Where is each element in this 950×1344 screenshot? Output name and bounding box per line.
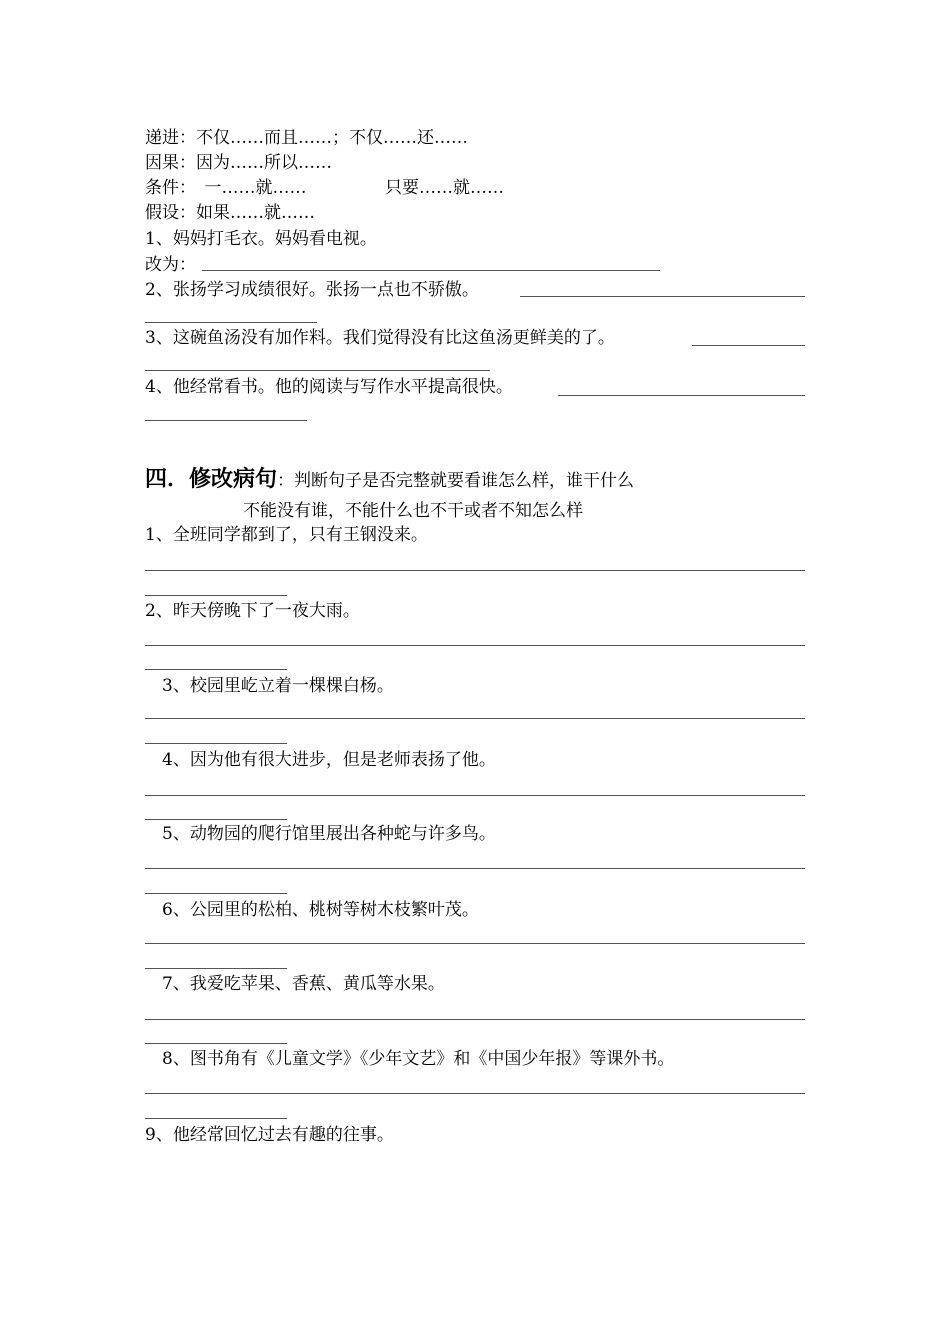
answer-line[interactable] <box>145 943 805 944</box>
sentence-item-9: 9、他经常回忆过去有趣的往事。 <box>145 1125 394 1145</box>
answer-line[interactable] <box>520 296 805 297</box>
answer-line[interactable] <box>145 743 287 744</box>
combine-question-4: 4、他经常看书。他的阅读与写作水平提高很快。 <box>145 377 513 397</box>
combine-question-1: 1、妈妈打毛衣。妈妈看电视。 <box>145 229 377 249</box>
section-title: 四．修改病句 <box>145 467 278 492</box>
conjunction-conditional-a: 条件： 一……就…… <box>145 178 307 198</box>
sentence-item-7: 7、我爱吃苹果、香蕉、黄瓜等水果。 <box>162 974 445 994</box>
section-hint-line-2: 不能没有谁，不能什么也不干或者不知怎么样 <box>243 501 583 521</box>
answer-line[interactable] <box>145 370 490 371</box>
answer-line[interactable] <box>692 345 805 346</box>
combine-question-2: 2、张扬学习成绩很好。张扬一点也不骄傲。 <box>145 280 479 300</box>
answer-line[interactable] <box>145 893 287 894</box>
answer-line[interactable] <box>145 968 287 969</box>
conjunction-conditional-b: 只要……就…… <box>385 178 504 198</box>
section-hint-line-1: ：判断句子是否完整就要看谁怎么样，谁干什么 <box>277 471 635 491</box>
conjunction-progressive: 递进：不仅……而且……；不仅……还…… <box>145 128 468 148</box>
answer-line[interactable] <box>145 645 805 646</box>
section-heading <box>145 462 634 493</box>
sentence-item-1: 1、全班同学都到了，只有王钢没来。 <box>145 525 428 545</box>
answer-line[interactable] <box>145 669 287 670</box>
sentence-item-8: 8、图书角有《儿童文学》《少年文艺》和《中国少年报》等课外书。 <box>162 1049 675 1069</box>
combine-question-3: 3、这碗鱼汤没有加作料。我们觉得没有比这鱼汤更鲜美的了。 <box>145 328 615 348</box>
answer-line[interactable] <box>145 595 287 596</box>
combine-answer-prefix: 改为： <box>145 255 196 275</box>
conjunction-hypothetical: 假设：如果……就…… <box>145 203 315 223</box>
answer-line[interactable] <box>145 1019 805 1020</box>
sentence-item-5: 5、动物园的爬行馆里展出各种蛇与许多鸟。 <box>162 824 496 844</box>
sentence-item-4: 4、因为他有很大进步，但是老师表扬了他。 <box>162 750 496 770</box>
answer-line[interactable] <box>558 395 805 396</box>
conjunction-causal: 因果：因为……所以…… <box>145 153 332 173</box>
answer-line[interactable] <box>145 1118 287 1119</box>
sentence-item-3: 3、校园里屹立着一棵棵白杨。 <box>162 676 394 696</box>
answer-line[interactable] <box>145 570 805 571</box>
answer-line[interactable] <box>145 1093 805 1094</box>
answer-line[interactable] <box>145 322 317 323</box>
sentence-item-2: 2、昨天傍晚下了一夜大雨。 <box>145 601 360 621</box>
answer-line[interactable] <box>145 420 307 421</box>
sentence-item-6: 6、公园里的松柏、桃树等树木枝繁叶茂。 <box>162 900 479 920</box>
answer-line[interactable] <box>145 868 805 869</box>
answer-line[interactable] <box>145 1043 287 1044</box>
answer-line[interactable] <box>145 795 805 796</box>
answer-line[interactable] <box>145 718 805 719</box>
answer-line[interactable] <box>202 270 660 271</box>
answer-line[interactable] <box>145 819 287 820</box>
